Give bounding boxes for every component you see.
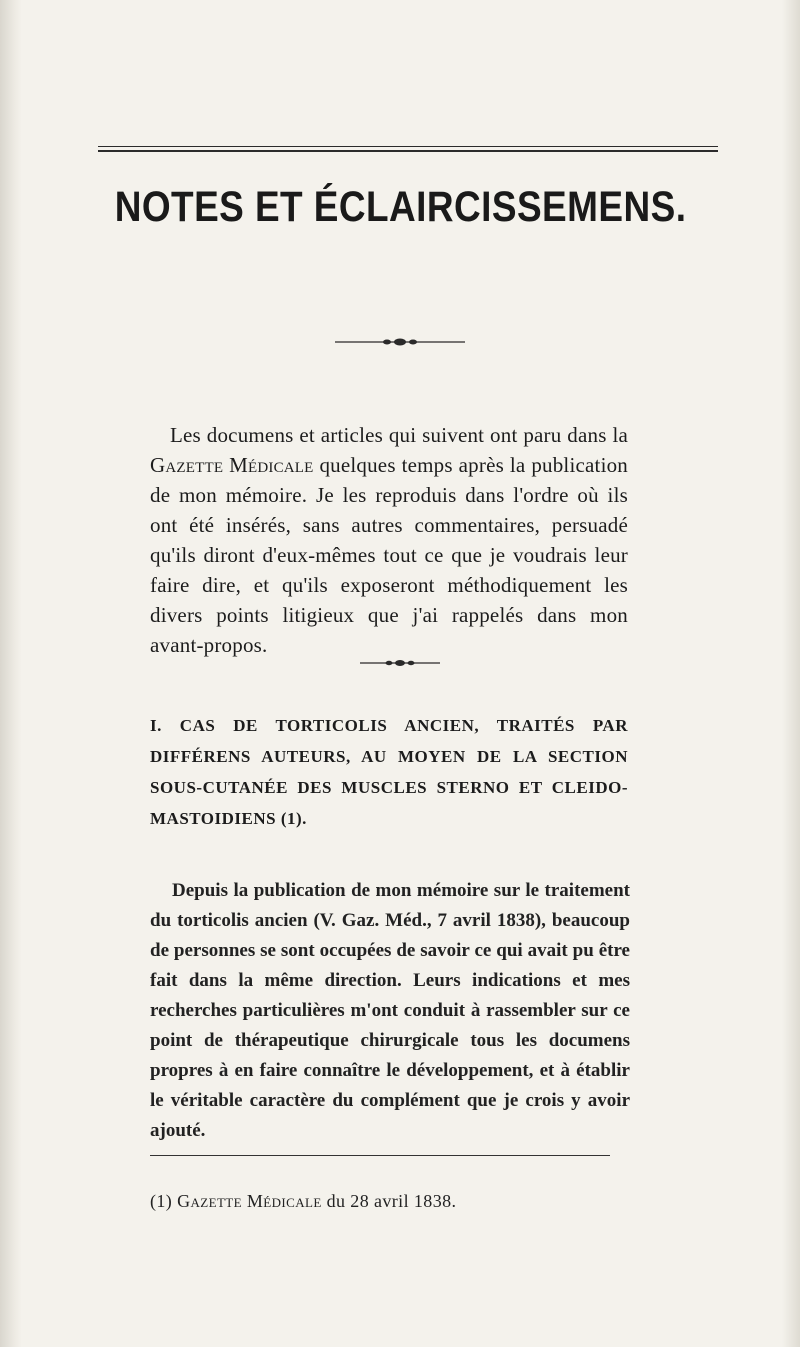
section-heading: I. CAS DE TORTICOLIS ANCIEN, TRAITÉS PAR DIFFÉRENS AUTEURS, AU MOYEN DE LA SECTION SOUS-CUTANÉE DES MUSCLES STERNO ET CLEIDO-MASTOIDIENS (1).: [150, 716, 628, 828]
page-title: NOTES ET ÉCLAIRCISSEMENS.: [114, 183, 687, 231]
footnote-date: du 28 avril 1838.: [321, 1191, 457, 1211]
footnote: [150, 1191, 628, 1212]
gazette-title: Gazette Médicale: [150, 453, 314, 477]
page-gutter-shadow: [0, 0, 22, 1347]
intro-text-end: quelques temps après la publication de mon mémoire. Je les reproduis dans l'ordre où ils ont été insérés, sans autres commentaires, persuadé qu'ils diront d'eux-mêmes tout ce que je voudrais leur faire dire, et qu'ils exposeront méthodiquement les divers points litigieux que j'ai rappelés dans mon avant-propos.: [150, 453, 629, 657]
footnote-marker: (1): [150, 1191, 178, 1211]
footnote-rule: [150, 1155, 610, 1156]
top-rule-double: [98, 150, 718, 152]
intro-paragraph: [150, 420, 628, 660]
page-edge-shadow: [782, 0, 800, 1347]
intro-text-start: Les documens et articles qui suivent ont paru dans la: [170, 423, 628, 447]
top-rule: [98, 146, 718, 147]
footnote-source: Gazette Médicale: [177, 1191, 322, 1211]
ornament-divider-middle: [290, 656, 510, 670]
section-body: Depuis la publication de mon mémoire sur le traitement du torticolis ancien (V. Gaz. Méd., 7 avril 1838), beaucoup de personnes se sont occupées de savoir ce qui avait pu être fait dans la même direction. Leurs indications et mes recherches particulières m'ont conduit à rassembler sur ce point de thérapeutique chirurgicale tous les documens propres à en faire connaître le développement, et à établir le véritable caractère du complément que je crois y avoir ajouté.: [150, 880, 630, 1141]
ornament-divider-top: [290, 335, 510, 349]
